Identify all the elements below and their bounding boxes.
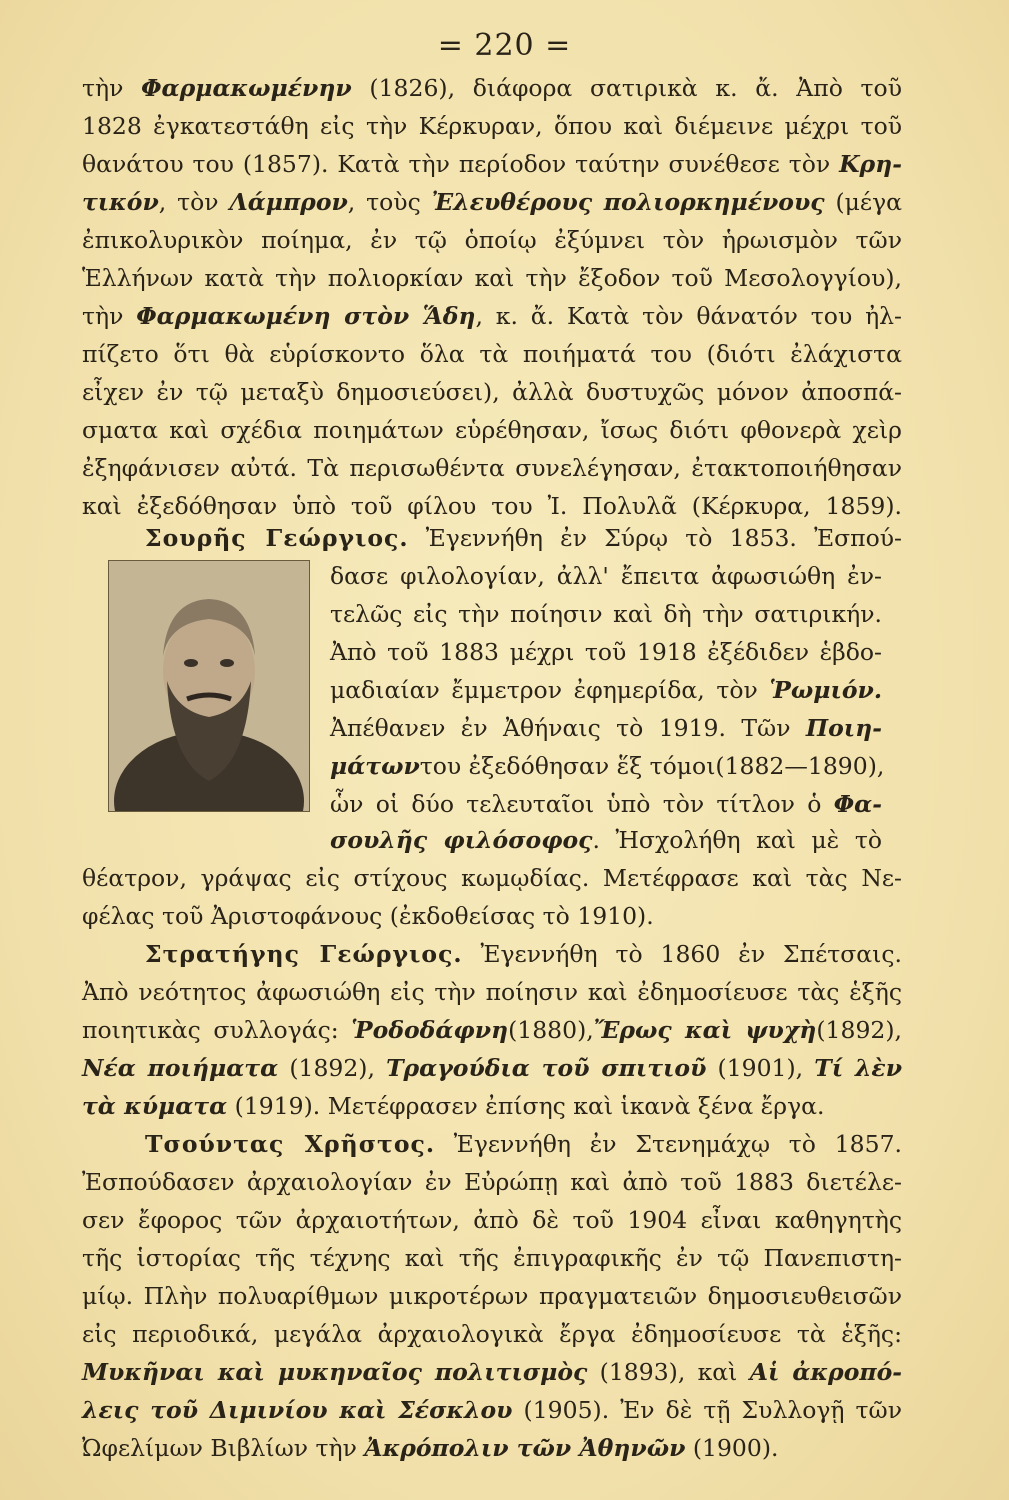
text-line: Ἐσπούδασεν ἀρχαιολογίαν ἐν Εὐρώπῃ καὶ ἀπὸ τοῦ 1883 διετέλε- bbox=[82, 1168, 902, 1196]
text-line: τὴν Φαρμακωμένη στὸν Ἅδη, κ. ἄ. Κατὰ τὸν θάνατόν του ἠλ- bbox=[82, 302, 902, 330]
text-line: σματα καὶ σχέδια ποιημάτων εὑρέθησαν, ἴσως διότι φθονερὰ χεὶρ bbox=[82, 416, 902, 444]
text-line: Ἑλλήνων κατὰ τὴν πολιορκίαν καὶ τὴν ἔξοδον τοῦ Μεσολογγίου), bbox=[82, 264, 902, 292]
text-line: Ἀπὸ τοῦ 1883 μέχρι τοῦ 1918 ἐξέδιδεν ἑβδο- bbox=[330, 638, 882, 666]
text-line: Ἀπὸ νεότητος ἀφωσιώθη εἰς τὴν ποίησιν καὶ ἐδημοσίευσε τὰς ἑξῆς bbox=[82, 978, 902, 1006]
text-line: τὰ κύματα (1919). Μετέφρασεν ἐπίσης καὶ ἱκανὰ ξένα ἔργα. bbox=[82, 1092, 825, 1120]
text-line: τῆς ἱστορίας τῆς τέχνης καὶ τῆς ἐπιγραφικῆς ἐν τῷ Πανεπιστη- bbox=[82, 1244, 902, 1272]
entry-name-tsountas: Τσούντας Χρῆστος. bbox=[145, 1130, 436, 1158]
text-line: σουλῆς φιλόσοφος. Ἠσχολήθη καὶ μὲ τὸ bbox=[330, 826, 882, 854]
entry-heading-line: Τσούντας Χρῆστος. Ἐγεννήθη ἐν Στενημάχῳ τὸ 1857. bbox=[145, 1130, 902, 1158]
text-line: θανάτου του (1857). Κατὰ τὴν περίοδον ταύτην συνέθεσε τὸν Κρη- bbox=[82, 150, 902, 178]
text-line: Νέα ποιήματα (1892), Τραγούδια τοῦ σπιτιοῦ (1901), Τί λὲν bbox=[82, 1054, 903, 1082]
entry-name-souris: Σουρῆς Γεώργιος. bbox=[145, 524, 409, 552]
text-line: λεις τοῦ Διμινίου καὶ Σέσκλου (1905). Ἐν δὲ τῇ Συλλογῇ τῶν bbox=[82, 1396, 903, 1424]
text-line: φέλας τοῦ Ἀριστοφάνους (ἐκδοθείσας τὸ 1910). bbox=[82, 902, 654, 930]
text-line: εἶχεν ἐν τῷ μεταξὺ δημοσιεύσει), ἀλλὰ δυστυχῶς μόνον ἀποσπά- bbox=[82, 378, 902, 406]
text-line: θέατρον, γράψας εἰς στίχους κωμῳδίας. Μετέφρασε καὶ τὰς Νε- bbox=[82, 864, 902, 892]
text-line: δασε φιλολογίαν, ἀλλ' ἔπειτα ἀφωσιώθη ἐν- bbox=[330, 562, 882, 590]
text-line: μάτωντου ἐξεδόθησαν ἕξ τόμοι(1882—1890), bbox=[330, 752, 885, 780]
text-line: τικόν, τὸν Λάμπρον, τοὺς Ἐλευθέρους πολιορκημένους (μέγα bbox=[82, 188, 902, 216]
text-line: τὴν Φαρμακωμένην (1826), διάφορα σατιρικὰ κ. ἄ. Ἀπὸ τοῦ bbox=[82, 74, 902, 102]
text-line: μίῳ. Πλὴν πολυαρίθμων μικροτέρων πραγματειῶν δημοσιευθεισῶν bbox=[82, 1282, 902, 1310]
portrait-photo bbox=[108, 560, 310, 812]
text-line: τελῶς εἰς τὴν ποίησιν καὶ δὴ τὴν σατιρικήν. bbox=[330, 600, 882, 628]
page-number: = 220 = bbox=[437, 28, 572, 63]
text-line: σεν ἔφορος τῶν ἀρχαιοτήτων, ἀπὸ δὲ τοῦ 1904 εἶναι καθηγητὴς bbox=[82, 1206, 902, 1234]
portrait-image bbox=[109, 561, 309, 811]
text-line: Ὠφελίμων Βιβλίων τὴν Ἀκρόπολιν τῶν Ἀθηνῶν (1900). bbox=[82, 1434, 779, 1462]
entry-heading-line: Σουρῆς Γεώργιος. Ἐγεννήθη ἐν Σύρῳ τὸ 1853. Ἐσπού- bbox=[145, 524, 902, 552]
text-line: ποιητικὰς συλλογάς: Ῥοδοδάφνη(1880),Ἔρως καὶ ψυχὴ(1892), bbox=[82, 1016, 902, 1044]
text-line: 1828 ἐγκατεστάθη εἰς τὴν Κέρκυραν, ὅπου καὶ διέμεινε μέχρι τοῦ bbox=[82, 112, 902, 140]
text-line: ἐπικολυρικὸν ποίημα, ἐν τῷ ὁποίῳ ἐξύμνει τὸν ἡρωισμὸν τῶν bbox=[82, 226, 902, 254]
text-line: ὧν οἱ δύο τελευταῖοι ὑπὸ τὸν τίτλον ὁ Φα- bbox=[330, 790, 882, 818]
text-line: Μυκῆναι καὶ μυκηναῖος πολιτισμὸς (1893), καὶ Αἱ ἀκροπό- bbox=[82, 1358, 902, 1386]
text-line: Ἀπέθανεν ἐν Ἀθήναις τὸ 1919. Τῶν Ποιη- bbox=[330, 714, 882, 742]
entry-heading-line: Στρατήγης Γεώργιος. Ἐγεννήθη τὸ 1860 ἐν Σπέτσαις. bbox=[145, 940, 902, 968]
text-line: μαδιαίαν ἔμμετρον ἐφημερίδα, τὸν Ῥωμιόν. bbox=[330, 676, 882, 704]
entry-name-stratigis: Στρατήγης Γεώργιος. bbox=[145, 940, 463, 968]
text-line: καὶ ἐξεδόθησαν ὑπὸ τοῦ φίλου του Ἰ. Πολυλᾶ (Κέρκυρα, 1859). bbox=[82, 492, 902, 520]
text-line: ἐξηφάνισεν αὐτά. Τὰ περισωθέντα συνελέγησαν, ἐτακτοποιήθησαν bbox=[82, 454, 902, 482]
text-line: εἰς περιοδικά, μεγάλα ἀρχαιολογικὰ ἔργα ἐδημοσίευσε τὰ ἑξῆς: bbox=[82, 1320, 902, 1348]
text-line: πίζετο ὅτι θὰ εὑρίσκοντο ὅλα τὰ ποιήματά του (διότι ἐλάχιστα bbox=[82, 340, 902, 368]
